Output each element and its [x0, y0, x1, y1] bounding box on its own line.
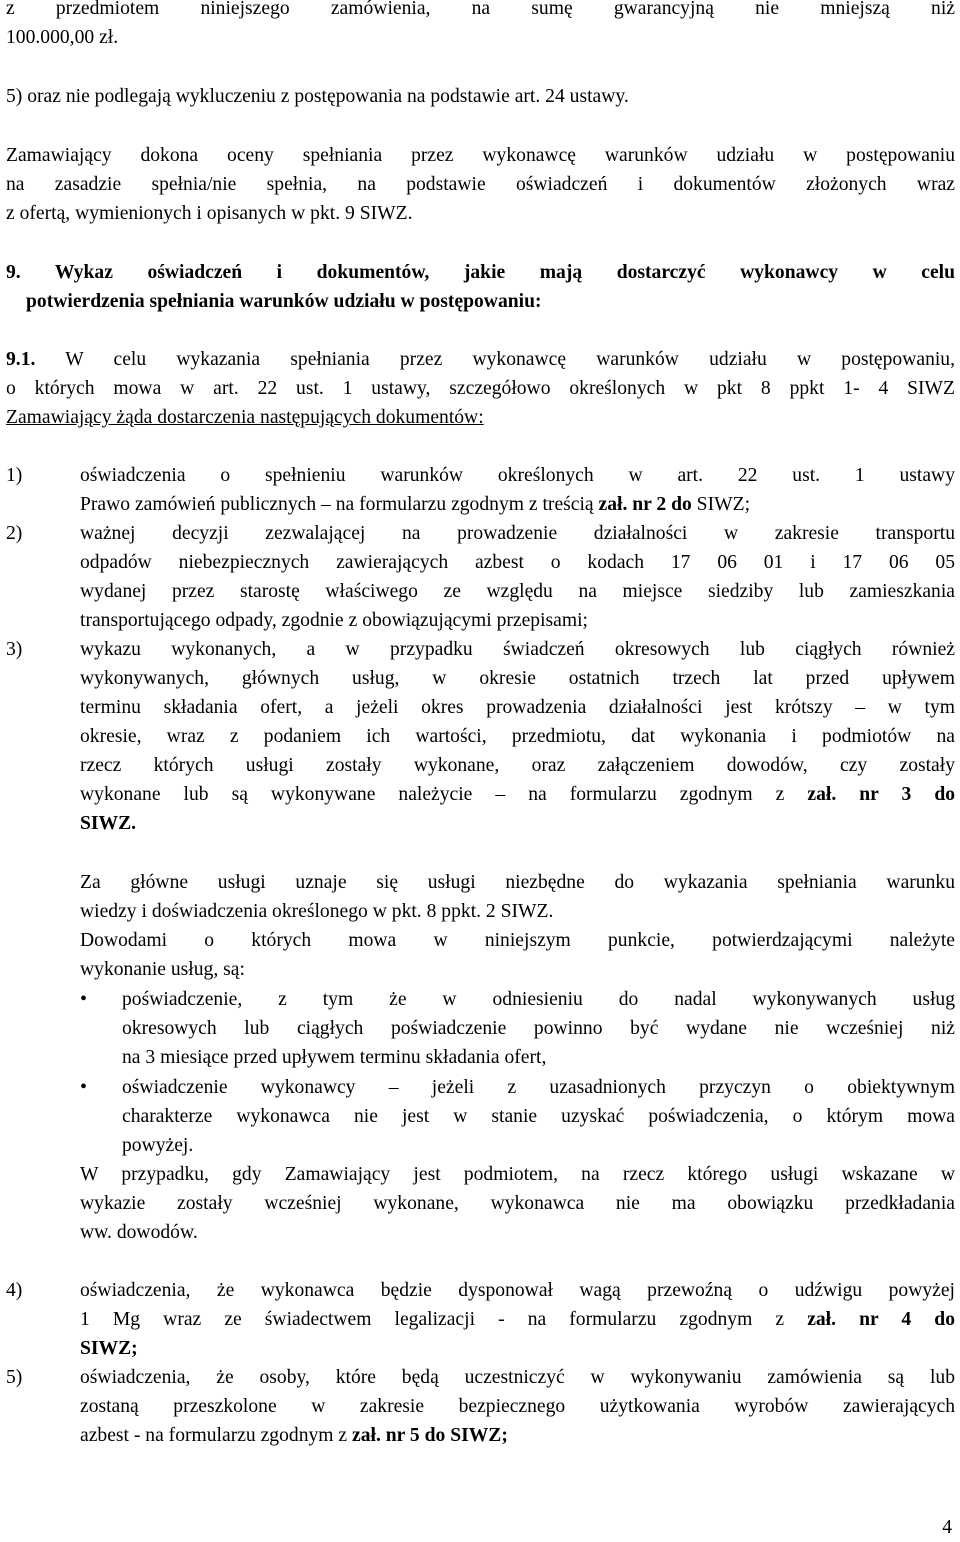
condition-5: 5) oraz nie podlegają wykluczeniu z postępowania na podstawie art. 24 ustawy. [6, 86, 629, 107]
list-item-number: 4) [6, 1280, 23, 1301]
list-item [80, 1276, 955, 1363]
text-line: Za główne usługi uznaje się usługi niezbędne do wykazania spełniania warunku [80, 872, 955, 893]
text-line: wiedzy i doświadczenia określonego w pkt. 8 ppkt. 2 SIWZ. [80, 901, 554, 922]
bullet-item [122, 1073, 955, 1160]
list-item-number: 2) [6, 523, 23, 544]
text-line: z przedmiotem niniejszego zamówienia, na sumę gwarancyjną nie mniejszą niż [6, 0, 955, 19]
text-line: na 3 miesiące przed upływem terminu składania ofert, [122, 1047, 547, 1068]
list-item [80, 519, 955, 635]
bold-ref: zał. nr 3 do [807, 784, 956, 805]
text-span: wykonane lub są wykonywane należycie – na formularzu zgodnym z [80, 784, 808, 805]
text-line: oświadczenia, że wykonawca będzie dysponował wagą przewoźną o udźwigu powyżej [80, 1280, 955, 1301]
public-note [80, 1160, 955, 1247]
text-line: Dowodami o których mowa w niniejszym punkcie, potwierdzającymi należyte [80, 930, 955, 951]
text-line: powyżej. [122, 1135, 194, 1156]
text-line: W przypadku, gdy Zamawiający jest podmiotem, na rzecz którego usługi wskazane w [80, 1164, 955, 1185]
heading-line: potwierdzenia spełniania warunków udziału w postępowaniu: [26, 291, 542, 312]
text-line: transportującego odpady, zgodnie z obowiązującymi przepisami; [80, 610, 588, 631]
list-item [80, 635, 955, 838]
section-9-heading [6, 258, 955, 316]
text-line: ww. dowodów. [80, 1222, 198, 1243]
text-line: ważnej decyzji zezwalającej na prowadzenie działalności w zakresie transportu [80, 523, 955, 544]
text-line: oświadczenia, że osoby, które będą uczestniczyć w wykonywaniu zamówienia są lub [80, 1367, 955, 1388]
text-line: zostaną przeszkolone w zakresie bezpiecznego użytkowania wyrobów zawierających [80, 1396, 955, 1417]
text-line: o których mowa w art. 22 ust. 1 ustawy, szczegółowo określonych w pkt 8 ppkt 1- 4 SIWZ [6, 378, 955, 399]
bold-ref: SIWZ; [80, 1338, 138, 1359]
text-line: charakterze wykonawca nie jest w stanie uzyskać poświadczenia, o którym mowa [122, 1106, 955, 1127]
list-item [80, 461, 955, 519]
intro-paragraph [6, 0, 955, 52]
section-number: 9.1. [6, 349, 36, 370]
assessment-paragraph [6, 141, 955, 228]
text-line: terminu składania ofert, a jeżeli okres prowadzenia działalności jest krótszy – w tym [80, 697, 955, 718]
list-item-number: 1) [6, 465, 23, 486]
bullet-icon: • [80, 1076, 88, 1098]
text-line: okresowych lub ciągłych poświadczenie powinno być wydane nie wcześniej niż [122, 1018, 955, 1039]
text-line: wykonanie usług, są: [80, 959, 245, 980]
text-line: rzecz których usługi zostały wykonane, oraz załączeniem dowodów, czy zostały [80, 755, 955, 776]
text-line: poświadczenie, z tym że w odniesieniu do nadal wykonywanych usług [122, 989, 955, 1010]
list-item-number: 3) [6, 639, 23, 660]
text-line: Zamawiający żąda dostarczenia następujących dokumentów: [6, 407, 484, 428]
bold-ref: zał. nr 2 do [598, 494, 692, 515]
heading-line: 9. Wykaz oświadczeń i dokumentów, jakie mają dostarczyć wykonawcy w celu [6, 262, 955, 283]
list-item [80, 1363, 955, 1450]
page-number: 4 [942, 1517, 952, 1538]
text-span: Prawo zamówień publicznych – na formularzu zgodnym z treścią [80, 494, 599, 515]
text-span: 1 Mg wraz ze świadectwem legalizacji - na formularzu zgodnym z [80, 1309, 808, 1330]
text-line: wykazu wykonanych, a w przypadku świadczeń okresowych lub ciągłych również [80, 639, 955, 660]
bold-ref: zał. nr 4 do [807, 1309, 955, 1330]
text-line: 100.000,00 zł. [6, 27, 119, 48]
section-9-1 [6, 345, 955, 432]
evidence-intro [80, 926, 955, 984]
text-span: SIWZ; [691, 494, 751, 515]
bullet-icon: • [80, 988, 88, 1010]
bold-ref: zał. nr 5 do SIWZ; [352, 1425, 508, 1446]
services-note [80, 868, 955, 926]
bullet-item [122, 985, 955, 1072]
text-span: azbest - na formularzu zgodnym z [80, 1425, 353, 1446]
text-line: wykonywanych, głównych usług, w okresie ostatnich trzech lat przed upływem [80, 668, 955, 689]
text-line: na zasadzie spełnia/nie spełnia, na podstawie oświadczeń i dokumentów złożonych wraz [6, 174, 955, 195]
text-line: odpadów niebezpiecznych zawierających azbest o kodach 17 06 01 i 17 06 05 [80, 552, 955, 573]
text-line: oświadczenia o spełnieniu warunków określonych w art. 22 ust. 1 ustawy [80, 465, 955, 486]
text-line: okresie, wraz z podaniem ich wartości, przedmiotu, dat wykonania i podmiotów na [80, 726, 955, 747]
text-line: wydanej przez starostę właściwego ze względu na miejsce siedziby lub zamieszkania [80, 581, 955, 602]
text-line: oświadczenie wykonawcy – jeżeli z uzasadnionych przyczyn o obiektywnym [122, 1077, 955, 1098]
text-line: wykazie zostały wcześniej wykonane, wykonawca nie ma obowiązku przedkładania [80, 1193, 955, 1214]
text-line: Zamawiający dokona oceny spełniania przez wykonawcę warunków udziału w postępowaniu [6, 145, 955, 166]
bold-ref: SIWZ. [80, 813, 137, 834]
text-line: z ofertą, wymienionych i opisanych w pkt. 9 SIWZ. [6, 203, 413, 224]
text-line: W celu wykazania spełniania przez wykonawcę warunków udziału w postępowaniu, [65, 349, 956, 370]
list-item-number: 5) [6, 1367, 23, 1388]
